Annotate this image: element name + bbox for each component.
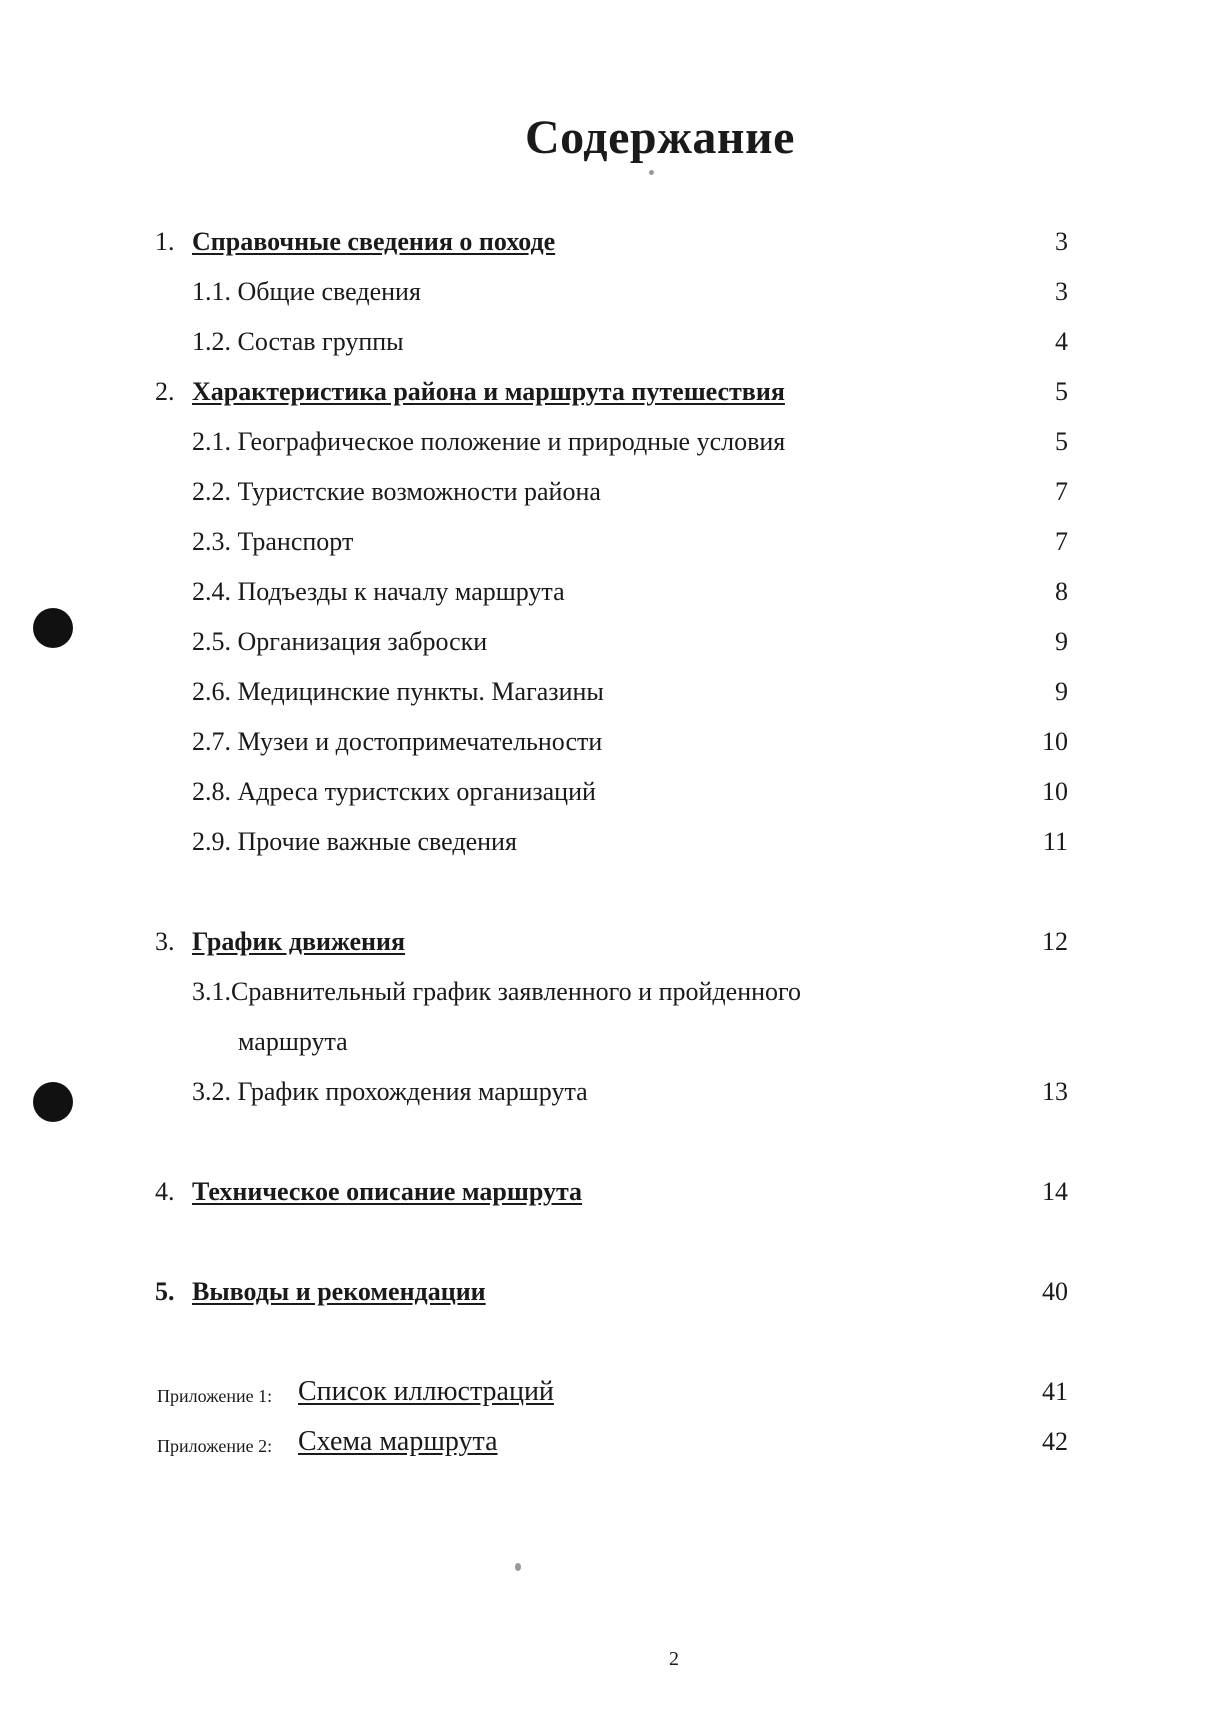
toc-number: 2.: [155, 377, 175, 406]
toc-page-number: 14: [1042, 1177, 1068, 1206]
appendix-title: Список иллюстраций: [298, 1376, 554, 1407]
toc-subsection-title: Медицинские пункты. Магазины: [237, 677, 604, 706]
page-title: Содержание: [525, 111, 795, 164]
toc-page-number: 10: [1042, 727, 1068, 756]
toc-subsection: [192, 826, 517, 858]
toc-subsection: [192, 526, 353, 558]
toc-number: 4.: [155, 1177, 175, 1206]
toc-subsection-title: Общие сведения: [237, 277, 421, 306]
toc-section-title: Выводы и рекомендации: [192, 1277, 486, 1306]
toc-page-number: 41: [1042, 1377, 1068, 1406]
toc-section-title: График движения: [192, 927, 406, 956]
toc-page-number: 4: [1055, 327, 1068, 356]
toc-subsection-title: График прохождения маршрута: [237, 1077, 588, 1106]
toc-page-number: 5: [1055, 427, 1068, 456]
page-number-footer: 2: [669, 1648, 679, 1670]
toc-subsection-title: Состав группы: [237, 327, 404, 356]
punch-hole-top: [33, 608, 73, 648]
appendix-title: Схема маршрута: [298, 1426, 498, 1457]
toc-number: 2.9.: [192, 827, 231, 856]
toc-number: 5.: [155, 1277, 175, 1306]
toc-number: 2.8.: [192, 777, 231, 806]
toc-subsection-title: Музеи и достопримечательности: [237, 727, 603, 756]
toc-number: 1.2.: [192, 327, 231, 356]
toc-subsection-title: Адреса туристских организаций: [237, 777, 596, 806]
toc-page-number: 10: [1042, 777, 1068, 806]
appendix-label: Приложение 1:: [157, 1386, 273, 1406]
toc-subsection-title: Географическое положение и природные условия: [237, 427, 786, 456]
toc-number: 2.1.: [192, 427, 231, 456]
toc-subsection: [192, 576, 565, 608]
toc-subsection-title: Прочие важные сведения: [237, 827, 517, 856]
toc-page-number: 12: [1042, 927, 1068, 956]
toc-page-number: 3: [1055, 277, 1068, 306]
toc-section-title: Справочные сведения о походе: [192, 227, 556, 256]
punch-hole-bottom: [33, 1082, 73, 1122]
toc-page-number: 5: [1055, 377, 1068, 406]
toc-section-title: Техническое описание маршрута: [192, 1177, 583, 1206]
toc-page-number: 7: [1055, 527, 1068, 556]
toc-number: 1.: [155, 227, 175, 256]
toc-subsection-title: Организация заброски: [237, 627, 488, 656]
toc-subsection-title: Сравнительный график заявленного и пройденного: [231, 977, 802, 1006]
toc-number: 2.3.: [192, 527, 231, 556]
toc-page-number: 9: [1055, 627, 1068, 656]
toc-subsection: [192, 276, 421, 308]
toc-subsection-title: Транспорт: [237, 527, 354, 556]
toc-page-number: 11: [1042, 827, 1068, 856]
toc-number: 2.6.: [192, 677, 231, 706]
toc-page-number: 13: [1042, 1077, 1068, 1106]
toc-subsection: [192, 626, 487, 658]
toc-page-number: 3: [1055, 227, 1068, 256]
toc-page-number: 42: [1042, 1427, 1068, 1456]
toc-page-number: 40: [1042, 1277, 1068, 1306]
toc-subsection-title: Туристские возможности района: [237, 477, 601, 506]
toc-subsection-title: Подъезды к началу маршрута: [237, 577, 565, 606]
toc-subsection: [192, 326, 404, 358]
toc-number: 2.4.: [192, 577, 231, 606]
toc-number: 2.2.: [192, 477, 231, 506]
toc-subsection: [192, 426, 785, 458]
toc-subsection: [192, 1076, 588, 1108]
scan-speck: [649, 170, 654, 175]
toc-page-number: 9: [1055, 677, 1068, 706]
toc-number: 2.7.: [192, 727, 231, 756]
appendix-label: Приложение 2:: [157, 1436, 273, 1456]
toc-subsection: [192, 676, 604, 708]
toc-number: 2.5.: [192, 627, 231, 656]
toc-subsection: [192, 476, 601, 508]
scan-speck: [515, 1563, 521, 1571]
toc-subsection-title-continued: маршрута: [238, 1027, 348, 1056]
toc-subsection: [192, 726, 602, 758]
toc-number: 3.: [155, 927, 175, 956]
toc-number: 1.1.: [192, 277, 231, 306]
toc-section-title: Характеристика района и маршрута путешествия: [192, 377, 785, 406]
toc-page-number: 8: [1055, 577, 1068, 606]
toc-number: 3.2.: [192, 1077, 231, 1106]
toc-subsection: [192, 976, 801, 1008]
toc-number: 3.1.: [192, 977, 231, 1006]
toc-subsection: [192, 776, 596, 808]
toc-page-number: 7: [1055, 477, 1068, 506]
